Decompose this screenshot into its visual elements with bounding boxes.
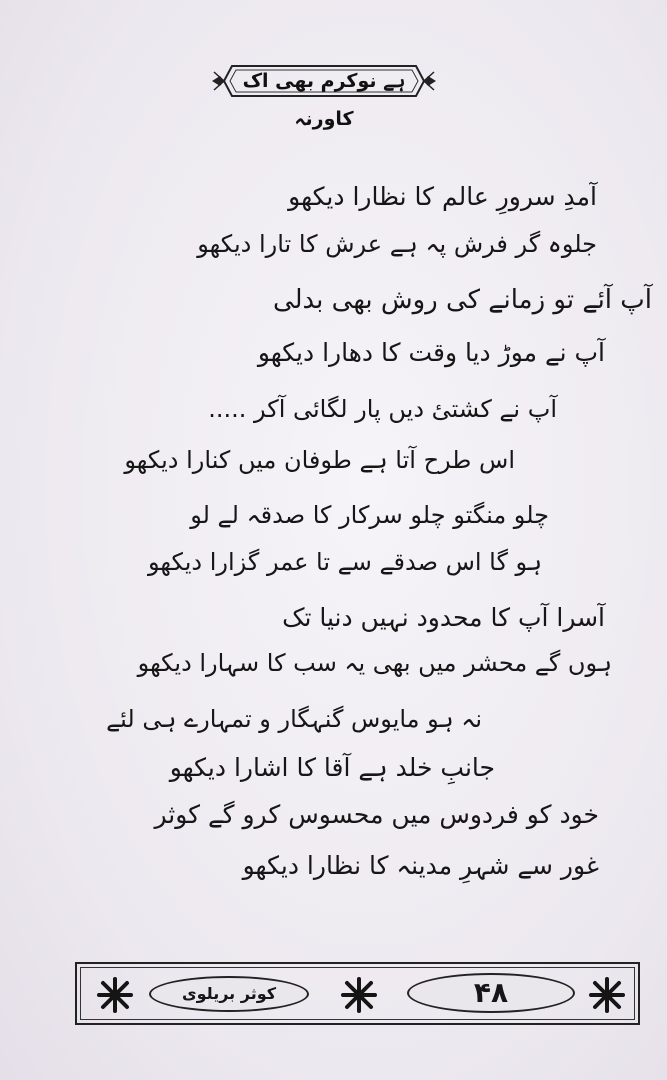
poem-line: غور سے شہرِ مدینہ کا نظارا دیکھو <box>242 851 599 880</box>
page-title: ہے نوکرم بھی اک کاورنہ <box>242 70 406 130</box>
poem-line: نہ ہو مایوس گنہگار و تمہارے ہی لئے <box>106 705 482 733</box>
page-number: ۴۸ <box>407 973 575 1013</box>
asterisk-ornament-icon <box>95 975 135 1015</box>
poem-line: اس طرح آتا ہے طوفان میں کنارا دیکھو <box>124 446 515 474</box>
poem-line: ہوں گے محشر میں بھی یہ سب کا سہارا دیکھو <box>137 649 612 677</box>
poem-line: خود کو فردوس میں محسوس کرو گے کوثر <box>154 800 599 829</box>
poem-line: چلو منگتو چلو سرکار کا صدقہ لے لو <box>190 501 549 529</box>
poem-line: آمدِ سرورِ عالم کا نظارا دیکھو <box>288 182 597 211</box>
page-title-banner <box>210 62 438 130</box>
poem-line: آسرا آپ کا محدود نہیں دنیا تک <box>282 603 605 632</box>
poem-line: جانبِ خلد ہے آقا کا اشارا دیکھو <box>169 753 495 782</box>
poem-line: آپ نے موڑ دیا وقت کا دھارا دیکھو <box>257 338 605 367</box>
poem-line: جلوہ گر فرش پہ ہے عرش کا تارا دیکھو <box>197 230 597 258</box>
asterisk-ornament-icon <box>587 975 627 1015</box>
asterisk-ornament-icon <box>339 975 379 1015</box>
poem-line: ہو گا اس صدقے سے تا عمر گزارا دیکھو <box>148 548 542 576</box>
poem-line: آپ آئے تو زمانے کی روش بھی بدلی <box>272 285 652 315</box>
poem-line: آپ نے کشتیٔ دیں پار لگائی آکر ..... <box>208 395 557 423</box>
author-name: کوثر بریلوی <box>149 976 309 1012</box>
page-footer <box>75 962 640 1025</box>
